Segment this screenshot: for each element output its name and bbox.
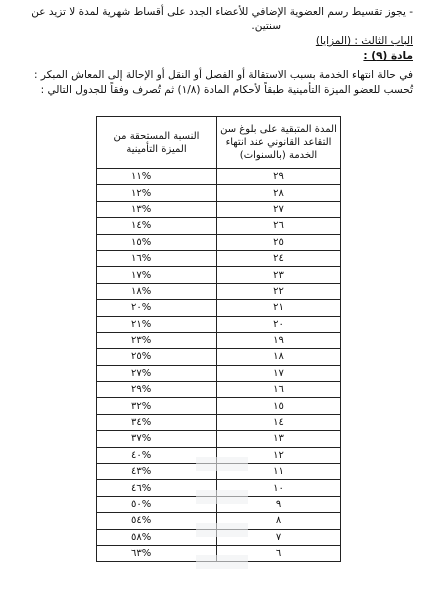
- table-header-row: [97, 117, 341, 169]
- percentage-cell: %٢٥: [97, 349, 217, 365]
- percentage-cell: %٢٧: [97, 365, 217, 381]
- table-row: [97, 382, 341, 398]
- percentage-cell: %٣٧: [97, 431, 217, 447]
- scan-mark: [196, 490, 248, 504]
- remaining-years-cell: ٩: [217, 496, 341, 512]
- percentage-cell: %١١: [97, 169, 217, 185]
- percentage-cell: %١٨: [97, 283, 217, 299]
- remaining-years-cell: ٦: [217, 545, 341, 561]
- table-row: [97, 201, 341, 217]
- percentage-cell: %٢١: [97, 316, 217, 332]
- remaining-years-cell: ٢٤: [217, 250, 341, 266]
- percentage-cell: %٦٣: [97, 545, 217, 561]
- percentage-cell: %٣٢: [97, 398, 217, 414]
- table-row: [97, 267, 341, 283]
- article-heading: مادة (٩) :: [363, 50, 413, 62]
- table-row: [97, 234, 341, 250]
- table-row: [97, 218, 341, 234]
- remaining-years-cell: ١٥: [217, 398, 341, 414]
- remaining-years-cell: ١٨: [217, 349, 341, 365]
- remaining-years-cell: ١٩: [217, 332, 341, 348]
- remaining-years-cell: ٢٥: [217, 234, 341, 250]
- table-row: [97, 398, 341, 414]
- percentage-cell: %١٧: [97, 267, 217, 283]
- remaining-years-cell: ٢٣: [217, 267, 341, 283]
- table-row: [97, 316, 341, 332]
- table-row: [97, 185, 341, 201]
- table-row: [97, 169, 341, 185]
- remaining-years-cell: ٢٦: [217, 218, 341, 234]
- remaining-years-cell: ٧: [217, 529, 341, 545]
- remaining-years-cell: ٢١: [217, 300, 341, 316]
- remaining-years-cell: ٢٨: [217, 185, 341, 201]
- percentage-cell: %٢٠: [97, 300, 217, 316]
- percentage-cell: %١٥: [97, 234, 217, 250]
- remaining-years-cell: ١٦: [217, 382, 341, 398]
- percentage-cell: %١٤: [97, 218, 217, 234]
- remaining-years-cell: ١١: [217, 464, 341, 480]
- percentage-cell: %١٦: [97, 250, 217, 266]
- table-row: [97, 414, 341, 430]
- header-entitled-percentage: النسبة المستحقة من الميزة التأمينية: [97, 117, 217, 169]
- article-paragraph-2: تُحسب للعضو الميزة التأمينية طبقاً لأحكام المادة (١/٨) ثم تُصرف وفقاً للجدول التالي :: [40, 84, 413, 96]
- percentage-cell: %٤٠: [97, 447, 217, 463]
- percentage-cell: %٤٦: [97, 480, 217, 496]
- table-row: [97, 349, 341, 365]
- percentage-cell: %٤٣: [97, 464, 217, 480]
- remaining-years-cell: ٢٧: [217, 201, 341, 217]
- table-row: [97, 365, 341, 381]
- percentage-cell: %١٣: [97, 201, 217, 217]
- percentage-cell: %٢٩: [97, 382, 217, 398]
- remaining-years-cell: ٨: [217, 513, 341, 529]
- percentage-cell: %٥٨: [97, 529, 217, 545]
- percentage-cell: %٢٣: [97, 332, 217, 348]
- installment-clause: - يجوز تقسيط رسم العضوية الإضافي للأعضاء الجدد على أقساط شهرية لمدة لا تزيد عن: [31, 6, 413, 18]
- percentage-cell: %٥٤: [97, 513, 217, 529]
- remaining-years-cell: ١٧: [217, 365, 341, 381]
- remaining-years-cell: ٢٠: [217, 316, 341, 332]
- table-row: [97, 431, 341, 447]
- scan-mark: [196, 457, 248, 471]
- remaining-years-cell: ١٠: [217, 480, 341, 496]
- table-row: [97, 283, 341, 299]
- scan-mark: [196, 555, 248, 569]
- remaining-years-cell: ١٢: [217, 447, 341, 463]
- header-remaining-years: المدة المتبقية على بلوغ سن التقاعد القانوني عند انتهاء الخدمة (بالسنوات): [217, 117, 341, 169]
- remaining-years-cell: ١٤: [217, 414, 341, 430]
- percentage-cell: %١٢: [97, 185, 217, 201]
- chapter-heading: الباب الثالث : (المزايا): [315, 35, 413, 47]
- table-row: [97, 250, 341, 266]
- remaining-years-cell: ١٣: [217, 431, 341, 447]
- scan-mark: [196, 523, 248, 537]
- remaining-years-cell: ٢٢: [217, 283, 341, 299]
- table-row: [97, 332, 341, 348]
- percentage-cell: %٥٠: [97, 496, 217, 512]
- installment-clause-end: سنتين.: [251, 20, 281, 32]
- remaining-years-cell: ٢٩: [217, 169, 341, 185]
- table-row: [97, 300, 341, 316]
- article-paragraph-1: في حالة انتهاء الخدمة بسبب الاستقالة أو الفصل أو النقل أو الإحالة إلى المعاش المبكر :: [33, 69, 413, 81]
- percentage-cell: %٣٤: [97, 414, 217, 430]
